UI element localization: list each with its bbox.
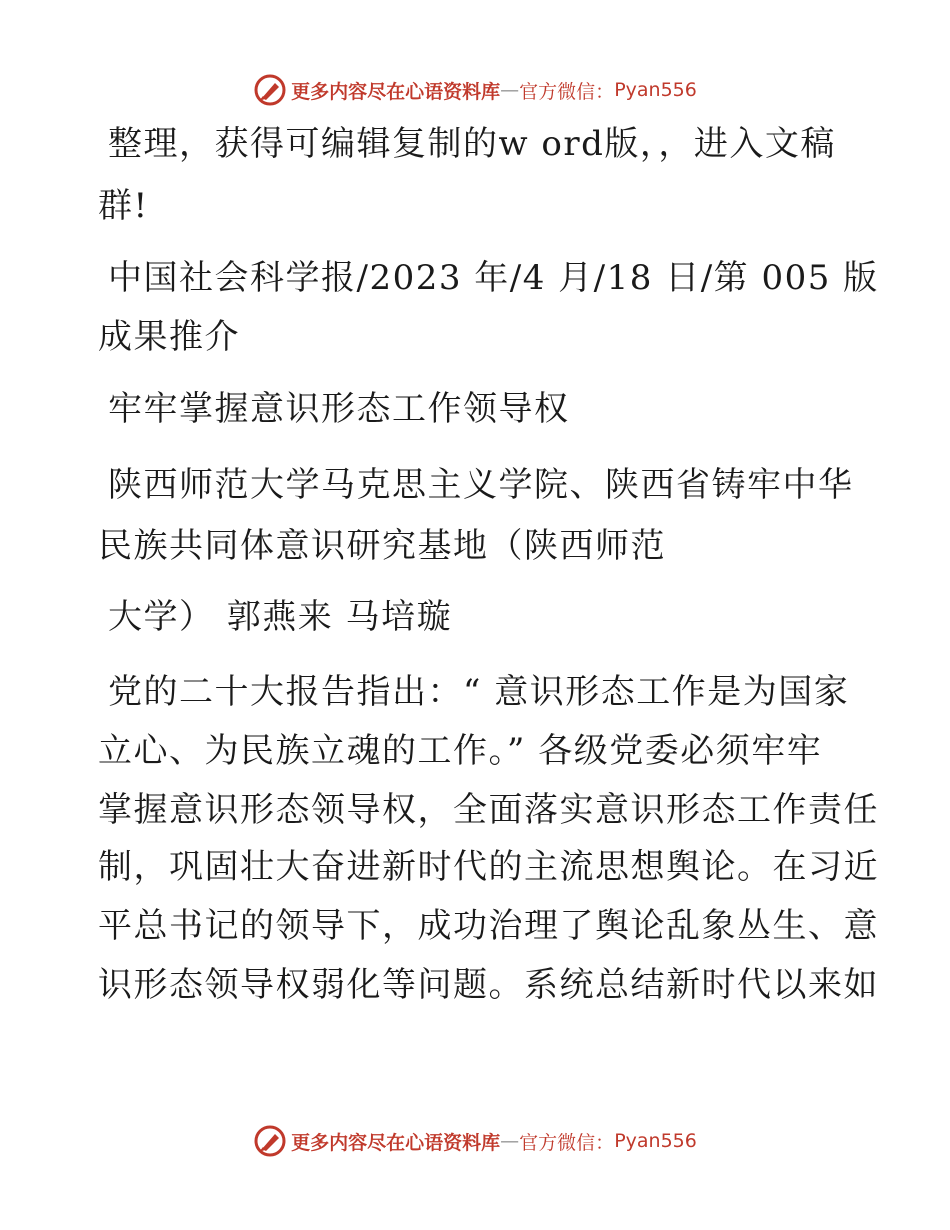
body-line-2: 立心、为民族立魂的工作。” 各级党委必须牢牢 — [98, 731, 823, 771]
banner-separator: — — [500, 79, 520, 101]
affiliation-line-1: 陕西师范大学马克思主义学院、陕西省铸牢中华 — [108, 465, 854, 505]
banner-wechat-id: Pyan556 — [614, 1130, 697, 1152]
article-title: 牢牢掌握意识形态工作领导权 — [108, 389, 570, 429]
source-line-1: 中国社会科学报/2023 年/4 月/18 日/第 005 版 — [108, 258, 879, 298]
footer-banner — [0, 1121, 950, 1161]
body-line-1: 党的二十大报告指出：“ 意识形态工作是为国家 — [108, 672, 850, 712]
source-line-2: 成果推介 — [98, 317, 240, 357]
affiliation-line-2: 民族共同体意识研究基地（陕西师范 — [98, 526, 666, 566]
pen-nib-logo-icon — [253, 1124, 287, 1158]
body-line-6: 识形态领导权弱化等问题。系统总结新时代以来如 — [98, 965, 879, 1005]
intro-line-1: 整理，获得可编辑复制的w ord版，，进入文稿 — [108, 124, 836, 164]
intro-line-2: 群! — [98, 186, 149, 226]
banner-wechat-id: Pyan556 — [614, 79, 697, 101]
banner-wechat-label: 官方微信： — [519, 1131, 615, 1154]
body-line-4: 制，巩固壮大奋进新时代的主流思想舆论。在习近 — [98, 847, 879, 887]
body-line-3: 掌握意识形态领导权，全面落实意识形态工作责任 — [98, 790, 879, 830]
authors-line: 大学） 郭燕来 马培璇 — [108, 597, 453, 637]
body-line-5: 平总书记的领导下，成功治理了舆论乱象丛生、意 — [98, 906, 879, 946]
banner-wechat-label: 官方微信： — [519, 80, 615, 103]
banner-site-name: 更多内容尽在心语资料库 — [291, 1131, 501, 1154]
banner-separator: — — [500, 1130, 520, 1152]
banner-site-name: 更多内容尽在心语资料库 — [291, 80, 501, 103]
